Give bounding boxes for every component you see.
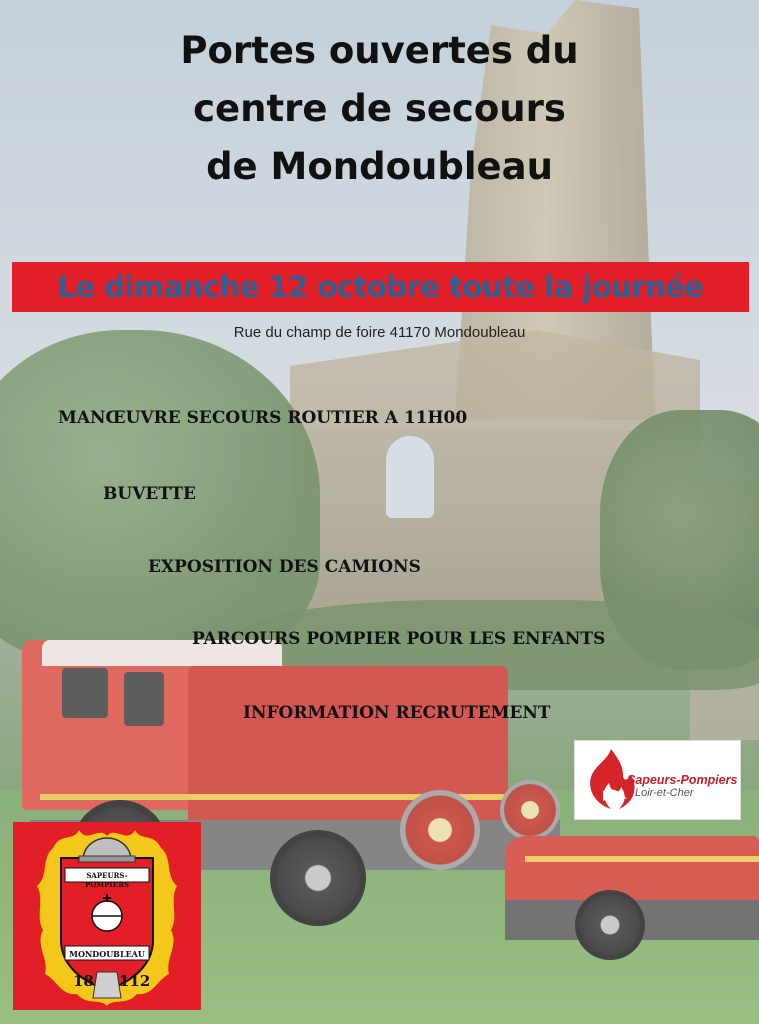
activity-item: PARCOURS POMPIER POUR LES ENFANTS <box>192 629 606 649</box>
crest-name: MONDOUBLEAU <box>69 949 145 959</box>
address-text: Rue du champ de foire 41170 Mondoubleau <box>233 324 526 341</box>
title-line: de Mondoubleau <box>206 145 553 188</box>
page-title <box>0 22 759 196</box>
address <box>0 324 759 341</box>
sdis-logo-line2: Loir-et-Cher <box>635 787 694 799</box>
crest-top-text: SAPEURS-POMPIERS <box>85 871 129 889</box>
date-banner-text: Le dimanche 12 octobre toute la journée <box>57 270 704 304</box>
sdis-logo <box>574 740 741 820</box>
crest-num-left: 18 <box>73 972 94 990</box>
fire-crest-icon <box>13 822 201 1010</box>
crest-num-right: 112 <box>119 972 151 990</box>
activity-item: EXPOSITION DES CAMIONS <box>148 557 421 577</box>
activity-item: INFORMATION RECRUTEMENT <box>243 703 551 723</box>
activity-item: MANŒUVRE SECOURS ROUTIER A 11H00 <box>58 408 468 428</box>
title-line: Portes ouvertes du <box>180 29 579 72</box>
title-line: centre de secours <box>193 87 566 130</box>
sdis-logo-line1: Sapeurs-Pompiers <box>627 773 738 787</box>
activity-item: BUVETTE <box>103 484 196 504</box>
crest-logo <box>13 822 201 1010</box>
